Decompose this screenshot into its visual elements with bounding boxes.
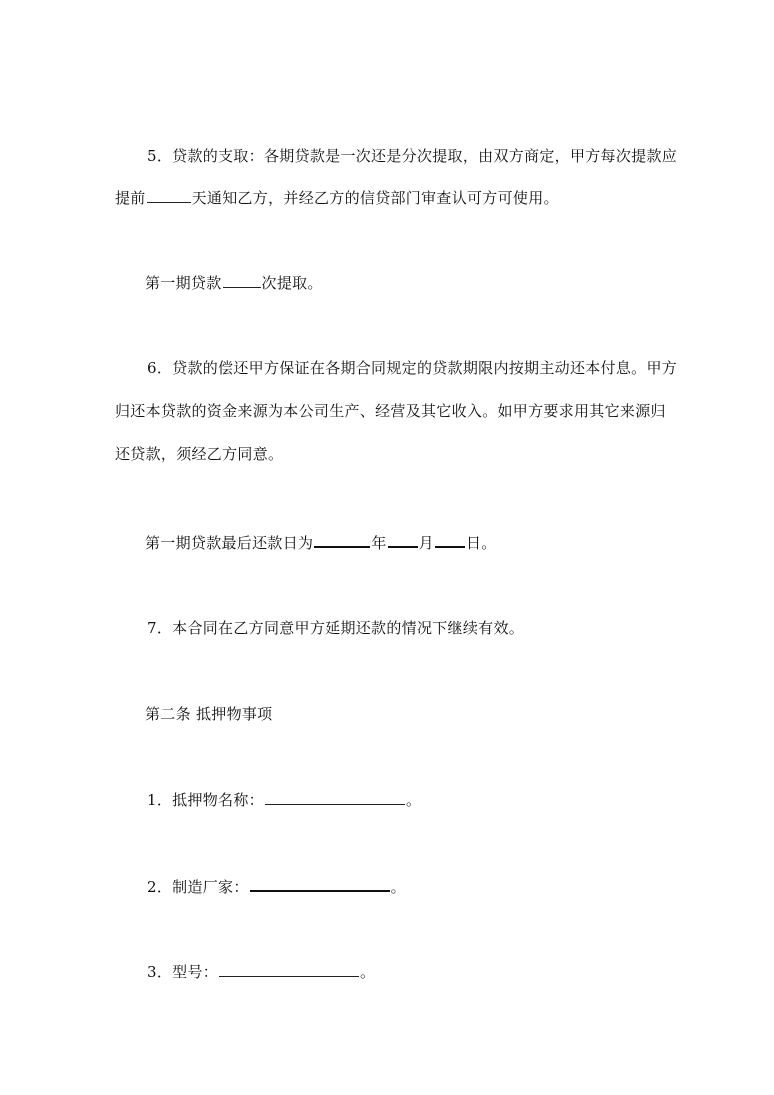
section-6-line-2: 归还本贷款的资金来源为本公司生产、经营及其它收入。如甲方要求用其它来源归 [115,402,666,420]
collateral-name-blank[interactable] [265,790,405,805]
repayment-month-blank[interactable] [388,532,418,548]
section-6-line-3: 还贷款，须经乙方同意。 [115,445,284,463]
article-2-title: 第二条 抵押物事项 [145,705,273,723]
model-blank[interactable] [219,962,359,977]
notice-days-blank[interactable] [147,188,191,203]
section-7-line-1: 7．本合同在乙方同意甲方延期还款的情况下继续有效。 [147,619,525,637]
section-5-line-2: 提前 天通知乙方，并经乙方的信贷部门审查认可方可使用。 [115,189,559,207]
section-5-line-1: 5．贷款的支取：各期贷款是一次还是分次提取，由双方商定，甲方每次提款应 [147,147,678,165]
section-6-line-1: 6．贷款的偿还甲方保证在各期合同规定的贷款期限内按期主动还本付息。甲方 [147,359,678,377]
manufacturer-line: 2．制造厂家： 。 [147,878,406,896]
last-repayment-date-line: 第一期贷款最后还款日为 年 月 日。 [145,534,497,552]
model-line: 3．型号： 。 [147,963,376,981]
manufacturer-blank[interactable] [250,876,390,892]
collateral-name-line: 1．抵押物名称： 。 [147,791,422,809]
draw-count-blank[interactable] [223,273,261,288]
repayment-day-blank[interactable] [435,532,465,548]
repayment-year-blank[interactable] [314,532,370,548]
first-period-draw-line: 第一期贷款 次提取。 [145,274,323,292]
